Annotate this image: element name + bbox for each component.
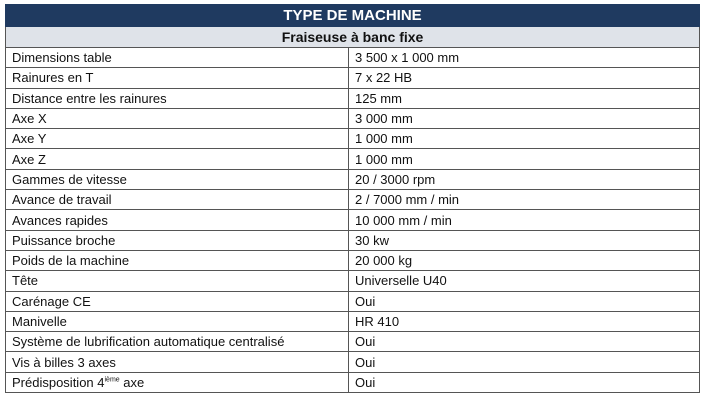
row-value: 20 000 kg [349,250,700,270]
row-label: Poids de la machine [6,250,349,270]
table-subtitle-row [6,27,700,48]
row-label: Tête [6,271,349,291]
row-value: 10 000 mm / min [349,210,700,230]
table-row [6,250,700,270]
table-row [6,311,700,331]
row-value: 7 x 22 HB [349,68,700,88]
row-value: Oui [349,291,700,311]
row-label: Puissance broche [6,230,349,250]
spec-table [5,4,700,393]
row-value: 3 500 x 1 000 mm [349,48,700,68]
table-row [6,108,700,128]
table-row [6,48,700,68]
row-value: Oui [349,352,700,372]
row-value: 3 000 mm [349,108,700,128]
table-row [6,291,700,311]
table-row [6,332,700,352]
row-value: 1 000 mm [349,129,700,149]
row-label: Dimensions table [6,48,349,68]
row-value: HR 410 [349,311,700,331]
table-row [6,372,700,392]
row-value: 2 / 7000 mm / min [349,190,700,210]
row-label: Distance entre les rainures [6,88,349,108]
table-row [6,271,700,291]
row-label: Manivelle [6,311,349,331]
table-row [6,230,700,250]
row-label-superscript: ième [104,376,120,384]
table-row [6,149,700,169]
row-label: Avance de travail [6,190,349,210]
row-label: Rainures en T [6,68,349,88]
row-value: 1 000 mm [349,149,700,169]
row-label: Axe X [6,108,349,128]
table-row [6,129,700,149]
table-row [6,88,700,108]
row-label: Axe Y [6,129,349,149]
table-subtitle: Fraiseuse à banc fixe [6,27,700,48]
row-label: Avances rapides [6,210,349,230]
table-row [6,210,700,230]
row-label-suffix: axe [119,374,145,390]
table-row [6,352,700,372]
row-value: 125 mm [349,88,700,108]
row-value: Oui [349,332,700,352]
row-label: Vis à billes 3 axes [6,352,349,372]
table-title: TYPE DE MACHINE [6,5,700,27]
row-value: Universelle U40 [349,271,700,291]
row-label: Carénage CE [6,291,349,311]
table-title-row [6,5,700,27]
table-row [6,169,700,189]
row-label: Axe Z [6,149,349,169]
row-value: 20 / 3000 rpm [349,169,700,189]
row-label: Système de lubrification automatique centralisé [6,332,349,352]
table-row [6,68,700,88]
table-row [6,190,700,210]
row-value: 30 kw [349,230,700,250]
row-label: Gammes de vitesse [6,169,349,189]
row-label [6,372,349,392]
row-value: Oui [349,372,700,392]
row-label-prefix: Prédisposition 4 [12,374,105,390]
